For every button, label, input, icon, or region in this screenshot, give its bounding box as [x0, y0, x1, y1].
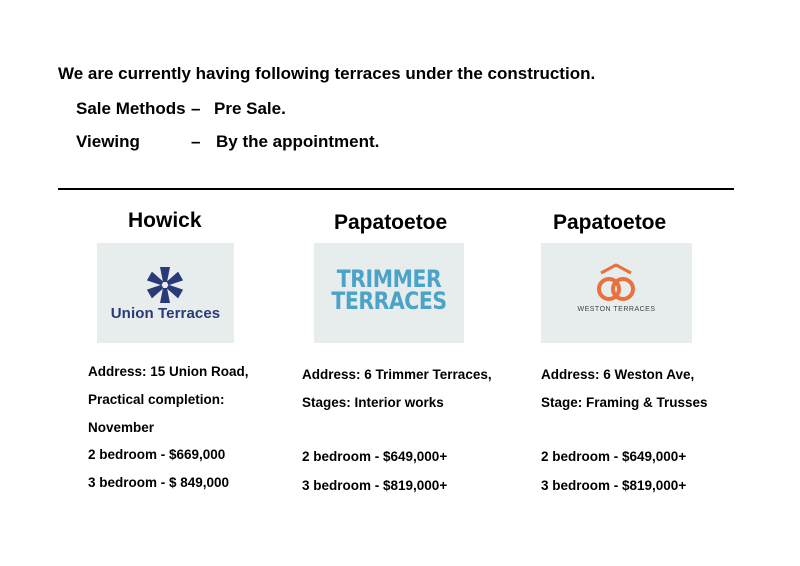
trimmer-logo-text-2: TERRACES [331, 287, 447, 315]
trimmer-line-2: Stages: Interior works [302, 395, 444, 410]
sale-methods-label: Sale Methods [76, 99, 186, 118]
location-papatoetoe-weston: Papatoetoe [553, 211, 667, 234]
location-papatoetoe-trimmer: Papatoetoe [334, 211, 448, 234]
divider-line [58, 188, 734, 190]
weston-terraces-logo [541, 243, 692, 343]
weston-line-3: 2 bedroom - $649,000+ [541, 449, 687, 464]
weston-logo-text: WESTON TERRACES [577, 306, 656, 313]
pinwheel-icon [145, 265, 185, 305]
trimmer-line-3: 2 bedroom - $649,000+ [302, 449, 448, 464]
howick-line-1: Address: 15 Union Road, [88, 364, 249, 379]
howick-line-5: 3 bedroom - $ 849,000 [88, 475, 230, 490]
trimmer-line-1: Address: 6 Trimmer Terraces, [302, 367, 492, 382]
weston-line-2: Stage: Framing & Trusses [541, 395, 708, 410]
weston-line-1: Address: 6 Weston Ave, [541, 367, 695, 382]
sale-methods-value: Pre Sale. [214, 99, 286, 118]
weston-line-4: 3 bedroom - $819,000+ [541, 478, 687, 493]
location-howick: Howick [128, 209, 202, 232]
trimmer-line-4: 3 bedroom - $819,000+ [302, 478, 448, 493]
trimmer-logo-text-1: TRIMMER [336, 265, 442, 293]
viewing-label: Viewing [76, 132, 140, 151]
union-terraces-logo-text: Union Terraces [110, 305, 221, 322]
sale-methods-dash: – [191, 99, 201, 118]
howick-line-4: 2 bedroom - $669,000 [88, 447, 226, 462]
howick-line-3: November [88, 420, 155, 435]
trimmer-terraces-logo [314, 243, 464, 343]
double-ring-roof-icon [591, 261, 641, 305]
howick-line-2: Practical completion: [88, 392, 225, 407]
union-terraces-logo [97, 243, 234, 343]
viewing-value: By the appointment. [216, 132, 380, 151]
viewing-dash: – [191, 132, 201, 151]
intro-text: We are currently having following terraces under the construction. [58, 64, 596, 83]
